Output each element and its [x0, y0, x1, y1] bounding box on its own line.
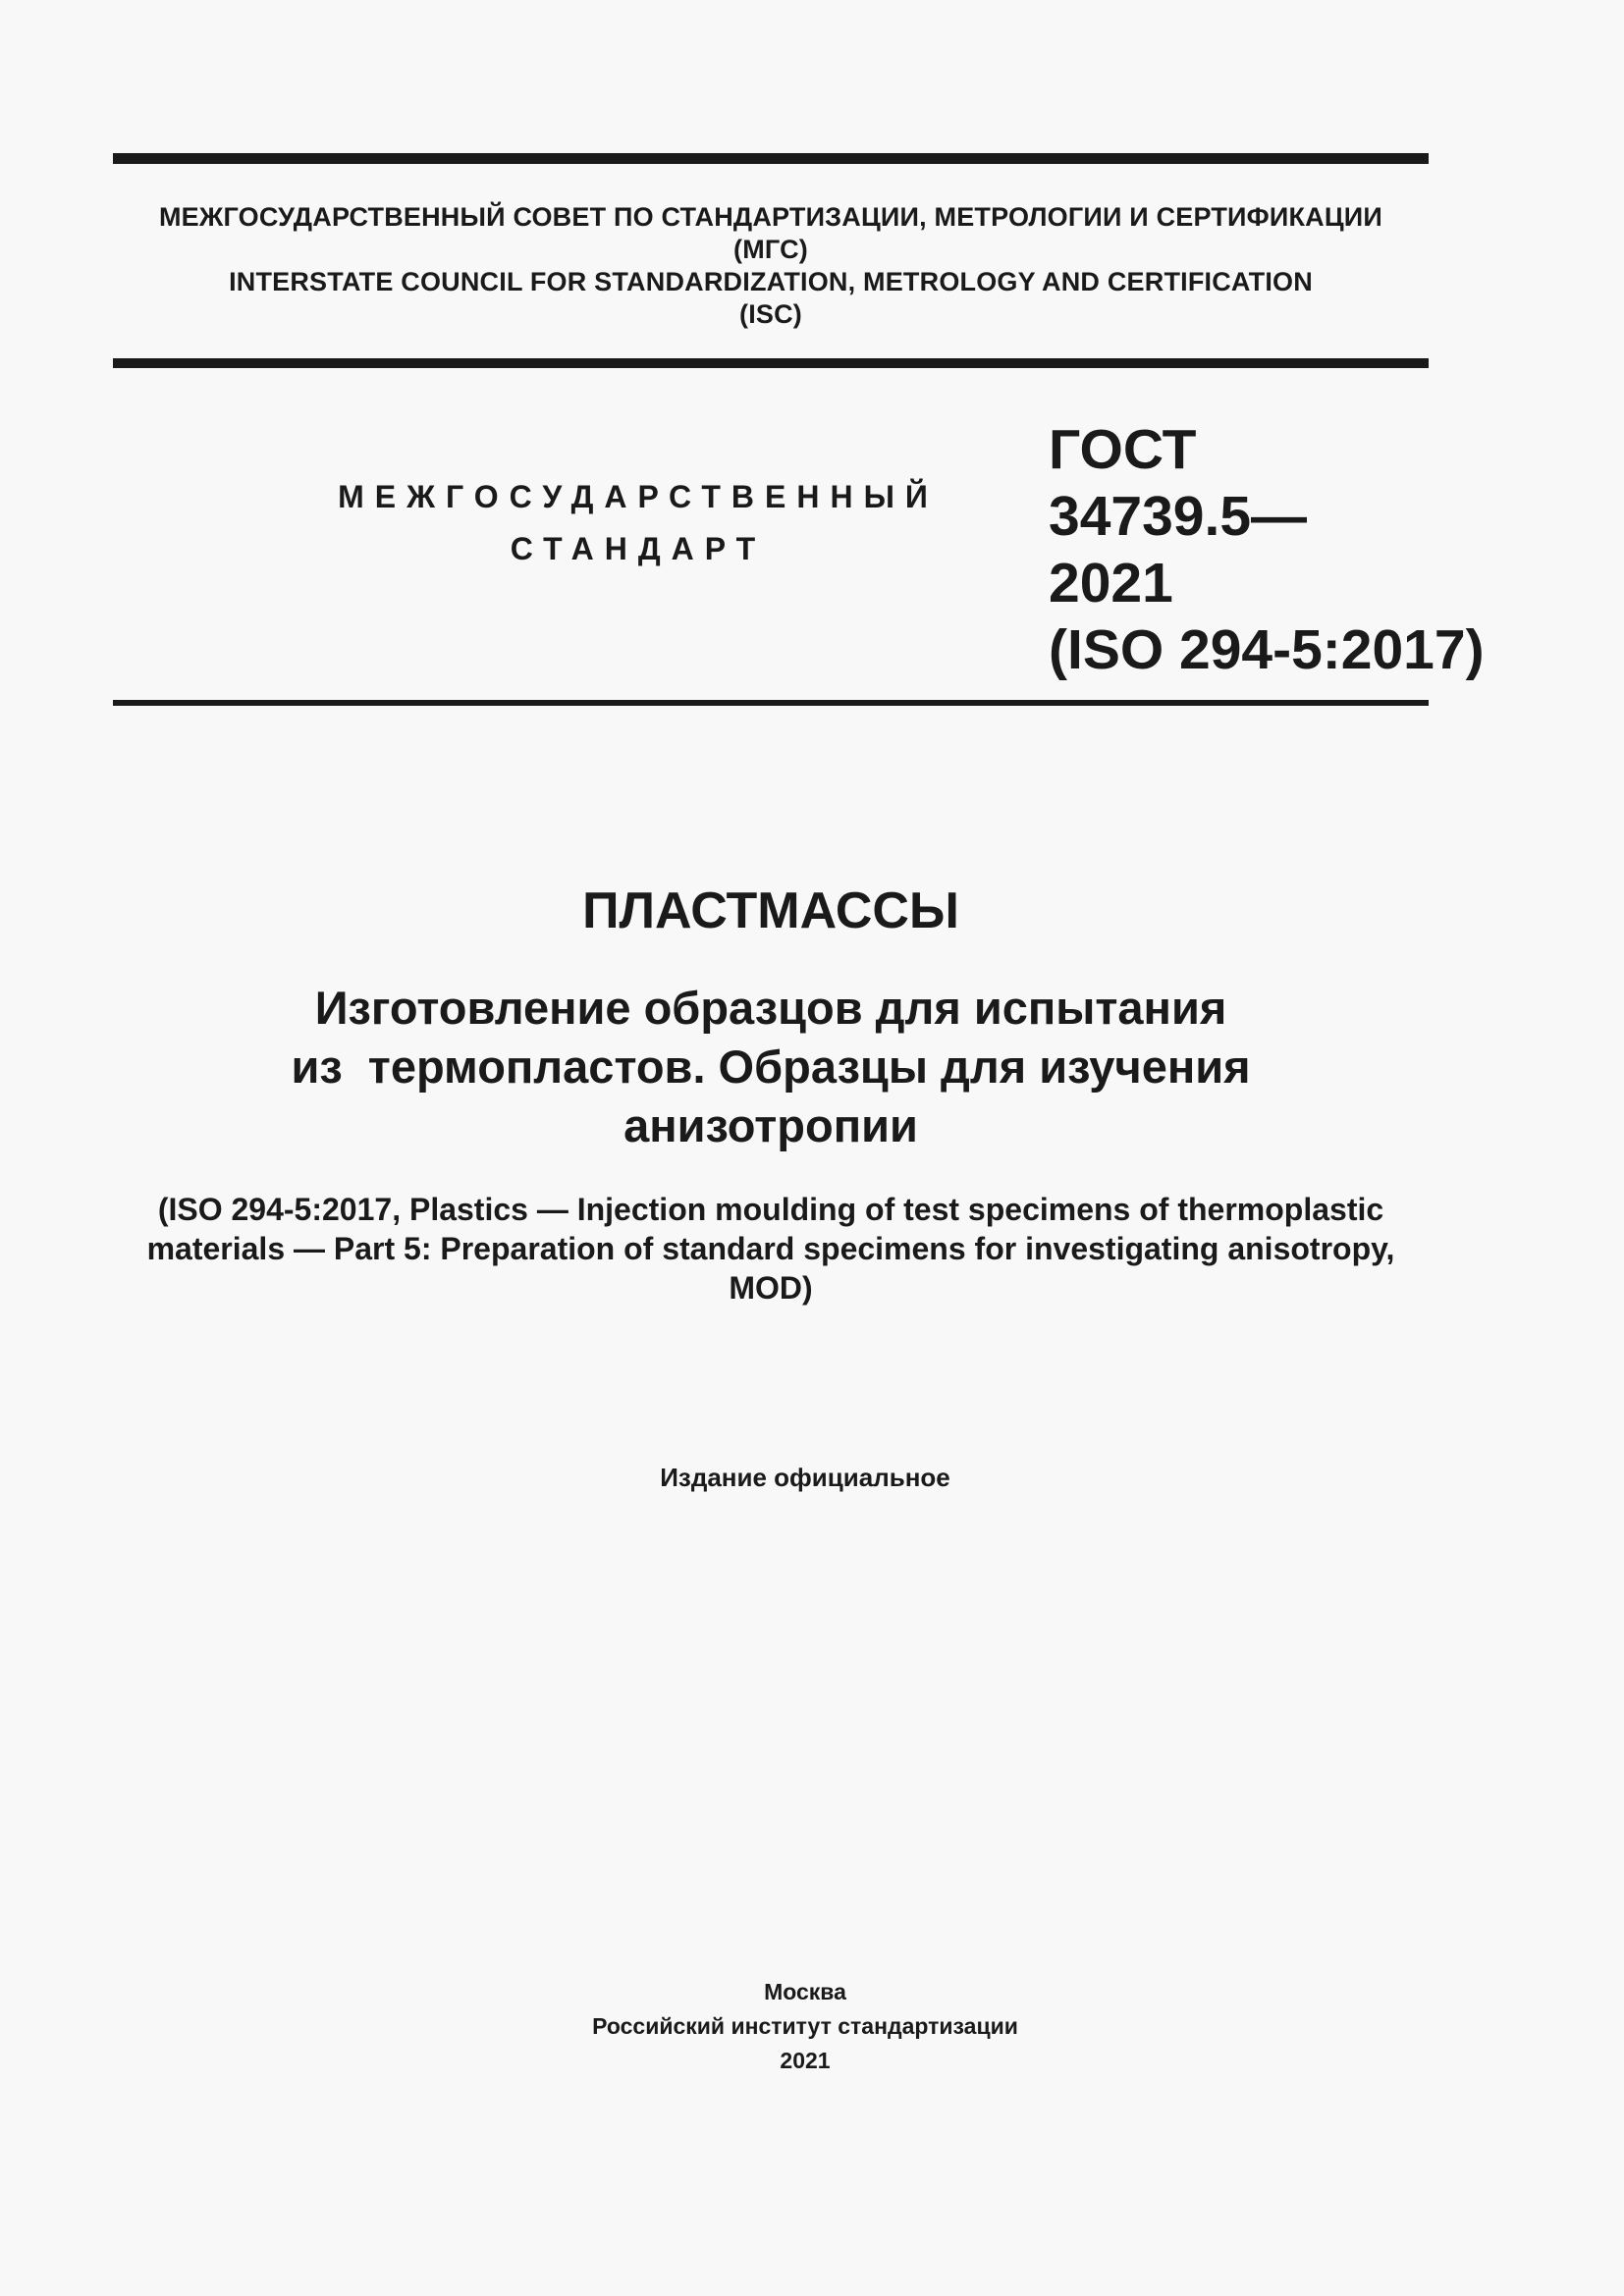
council-header — [113, 201, 1429, 331]
gost-designation — [1049, 416, 1485, 683]
document-subtitle-line-1: Изготовление образцов для испытания — [314, 982, 1227, 1034]
designation-divider-rule — [113, 700, 1429, 706]
gost-designation-line-4: (ISO 294-5:2017) — [1049, 618, 1485, 681]
gost-designation-line-1: ГОСТ — [1049, 418, 1197, 481]
gost-designation-line-3: 2021 — [1049, 552, 1173, 614]
edition-label: Издание официальное — [660, 1463, 950, 1492]
council-abbr-en: (ISC) — [739, 299, 802, 329]
document-subtitle-line-2: из термопластов. Образцы для изучения — [291, 1041, 1251, 1093]
iso-reference-line-2: materials — Part 5: Preparation of standard specimens for investigating anisotropy, — [146, 1231, 1395, 1266]
publisher-imprint — [309, 1975, 1301, 2078]
document-subtitle-line-3: анизотропии — [623, 1099, 918, 1151]
imprint-year: 2021 — [780, 2048, 831, 2073]
iso-reference-line-1: (ISO 294-5:2017, Plastics — Injection moulding of test specimens of thermoplastic — [157, 1192, 1384, 1227]
document-title: ПЛАСТМАССЫ — [582, 882, 959, 939]
standard-type-label — [295, 471, 982, 575]
imprint-city: Москва — [764, 1979, 846, 2004]
council-name-ru: МЕЖГОСУДАРСТВЕННЫЙ СОВЕТ ПО СТАНДАРТИЗАЦИИ, МЕТРОЛОГИИ И СЕРТИФИКАЦИИ — [158, 202, 1383, 232]
gost-designation-line-2: 34739.5— — [1049, 485, 1308, 548]
iso-reference — [113, 1190, 1429, 1308]
top-rule — [113, 153, 1429, 164]
imprint-publisher: Российский институт стандартизации — [592, 2013, 1018, 2039]
standard-type-line-2: СТАНДАРТ — [510, 531, 767, 566]
council-name-en: INTERSTATE COUNCIL FOR STANDARDIZATION, METROLOGY AND CERTIFICATION — [229, 267, 1313, 296]
header-divider-rule — [113, 358, 1429, 368]
standard-type-line-1: МЕЖГОСУДАРСТВЕННЫЙ — [338, 479, 939, 514]
document-subtitle — [113, 979, 1429, 1155]
council-abbr-ru: (МГС) — [733, 235, 808, 264]
iso-reference-line-3: MOD) — [729, 1270, 813, 1306]
